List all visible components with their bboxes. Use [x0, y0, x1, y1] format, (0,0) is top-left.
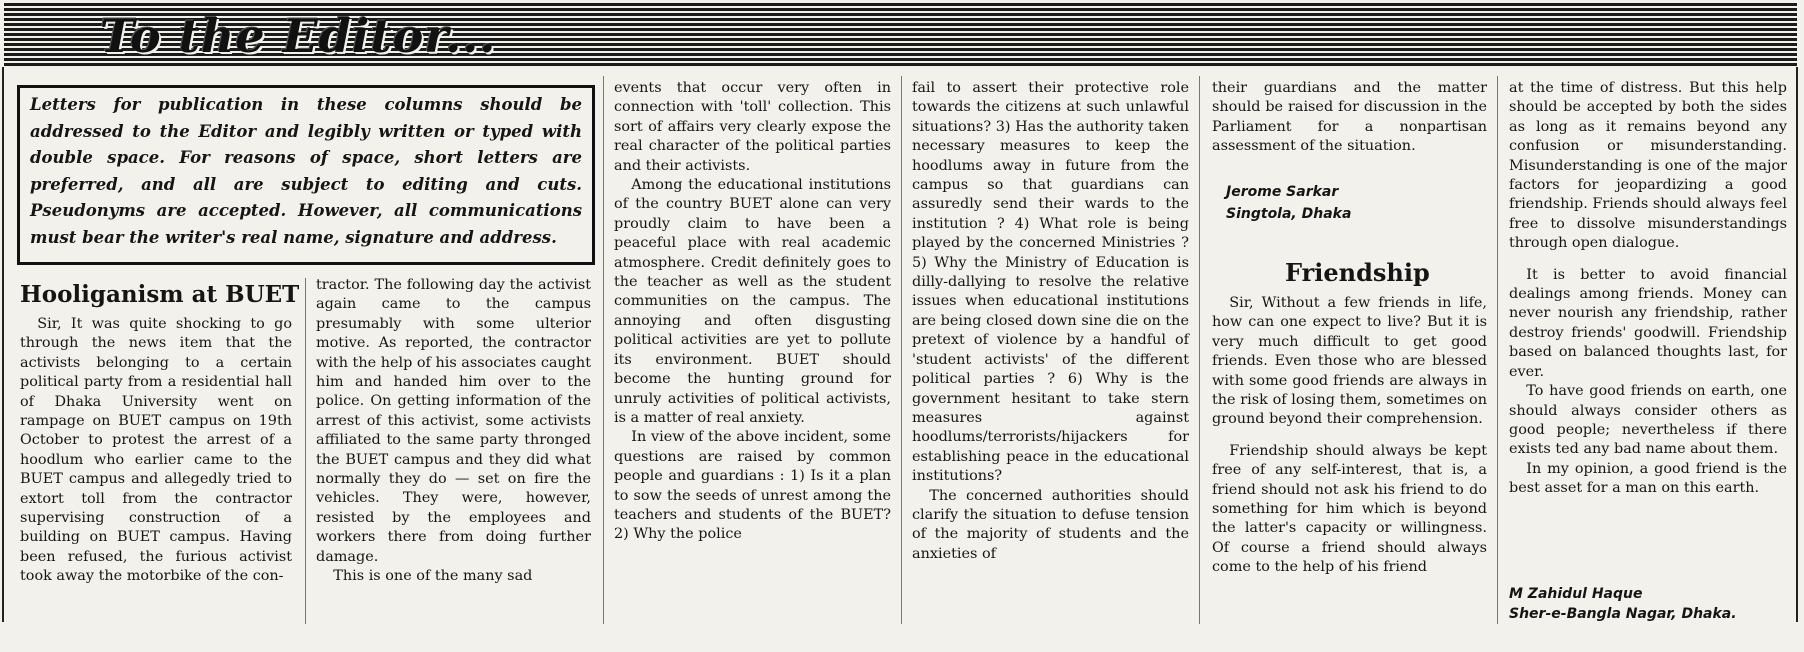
paragraph: Among the educational institutions of the country BUET alone can very proudly claim to have been a peaceful place with real academic atmosphere. Credit definitely goes to the teacher as well as the student communities on the campus. The annoying and often disgusting political activities are yet to pollute its environment. BUET should become the hunting ground for unruly activities of political activists, is a matter of real anxiety. — [614, 177, 891, 426]
signature-block — [1226, 181, 1351, 225]
paragraph: at the time of distress. But this help should be accepted by both the sides as long as it remains beyond any confusion or misunderstanding. Misunderstanding is one of the major factors for jeopardizing a good friendship. Friends should always feel free to dissolve misunderstandings through open dialogue. — [1509, 80, 1787, 252]
letter-headline: Friendship — [1285, 258, 1430, 287]
letter-body-column — [614, 79, 891, 545]
paragraph: To have good friends on earth, one should always consider others as good people; nevertheless if there exists ted any bad name about them. — [1509, 383, 1787, 458]
column-rule — [305, 278, 306, 624]
paragraph: their guardians and the matter should be raised for discussion in the Parliament for a nonpartisan assessment of the situation. — [1212, 80, 1487, 155]
letter-body-column — [1212, 294, 1487, 578]
frame-right-rule — [1796, 67, 1798, 622]
signature-name: Jerome Sarkar — [1226, 184, 1339, 200]
signature-name: M Zahidul Haque — [1509, 586, 1643, 602]
letter-body-column — [316, 276, 591, 587]
editorial-notice: Letters for publication in these columns should be addressed to the Editor and legibly written or typed with double space. For reasons of space, short letters are preferred, and all are subject to editing and cuts. Pseudonyms are accepted. However, all communications must bear the writer's real name, signature and address. — [17, 85, 595, 265]
letter-body-column — [1509, 79, 1787, 499]
paragraph: events that occur very often in connection with 'toll' collection. This sort of affairs very clearly expose the real character of the political parties and their activists. — [614, 80, 891, 174]
frame-left-rule — [2, 67, 4, 622]
paragraph: The concerned authorities should clarify the situation to defuse tension of the majority of students and the anxieties of — [912, 487, 1189, 562]
paragraph: In view of the above incident, some questions are raised by common people and guardians : 1) Is it a plan to sow the seeds of unrest among the teachers and students of the BUET? 2) Why the police — [614, 429, 891, 543]
paragraph: This is one of the many sad — [333, 568, 533, 585]
section-title: To the Editor... — [100, 9, 497, 63]
letter-body-column — [1212, 79, 1487, 157]
signature-place: Sher-e-Bangla Nagar, Dhaka. — [1509, 606, 1737, 622]
paragraph: It is better to avoid financial dealings among friends. Money can never nourish any friendship, rather destroy friends' goodwill. Friendship based on balanced thoughts last, for ever. — [1509, 266, 1787, 380]
paragraph: In my opinion, a good friend is the best asset for a man on this earth. — [1509, 460, 1787, 497]
column-rule — [1199, 76, 1200, 624]
letter-headline: Hooliganism at BUET — [20, 281, 300, 308]
paragraph: Sir, Without a few friends in life, how can one expect to live? But it is very much difficult to get good friends. Even those who are blessed with some good friends are always in the risk of losing them, sometimes on ground beyond their comprehension. — [1212, 295, 1487, 428]
column-rule — [901, 76, 902, 624]
letter-body-column — [912, 79, 1189, 564]
paragraph: tractor. The following day the activist again came to the campus presumably with some ulterior motive. As reported, the contractor with the help of his associates caught him and handed him over to the police. On getting information of the arrest of this activist, some activists affiliated to the same party thronged the BUET campus and they did what normally they do — set on fire the vehicles. They were, however, resisted by the employees and workers there from doing further damage. — [316, 277, 591, 565]
paragraph: fail to assert their protective role towards the citizens at such unlawful situations? 3) Has the authority taken necessary measures to keep the hoodlums away in future from the campus so that guardians can assuredly send their wards to the institution ? 4) What role is being played by the concerned Ministries ? 5) Why the Ministry of Education is dilly-dallying to resolve the relative issues when educational institutions are being closed down sine die on the pretext of violence by a handful of 'student activists' of the different political parties ? 6) Why is the government hesitant to take stern measures against hoodlums/terrorists/hijackers for establishing peace in the educational institutions? — [912, 80, 1189, 485]
column-rule — [603, 76, 604, 624]
section-banner — [4, 3, 1797, 67]
paragraph: Friendship should always be kept free of any self-interest, that is, a friend should not ask his friend to do something for him which is beyond the latter's capacity or willingness. Of course a friend should always come to the help of his friend — [1212, 442, 1487, 576]
paragraph: Sir, It was quite shocking to go through the news item that the activists belonging to a certain political party from a residential hall of Dhaka University went on rampage on BUET campus on 19th October to protest the arrest of a hoodlum who earlier came to the BUET campus and allegedly tried to extort toll from the contractor supervising construction of a building on BUET campus. Having been refused, the furious activist took away the motorbike of the con- — [20, 316, 292, 585]
signature-place: Singtola, Dhaka — [1226, 206, 1352, 222]
column-rule — [1497, 76, 1498, 624]
signature-block — [1509, 584, 1737, 624]
letter-body-column — [20, 315, 292, 587]
